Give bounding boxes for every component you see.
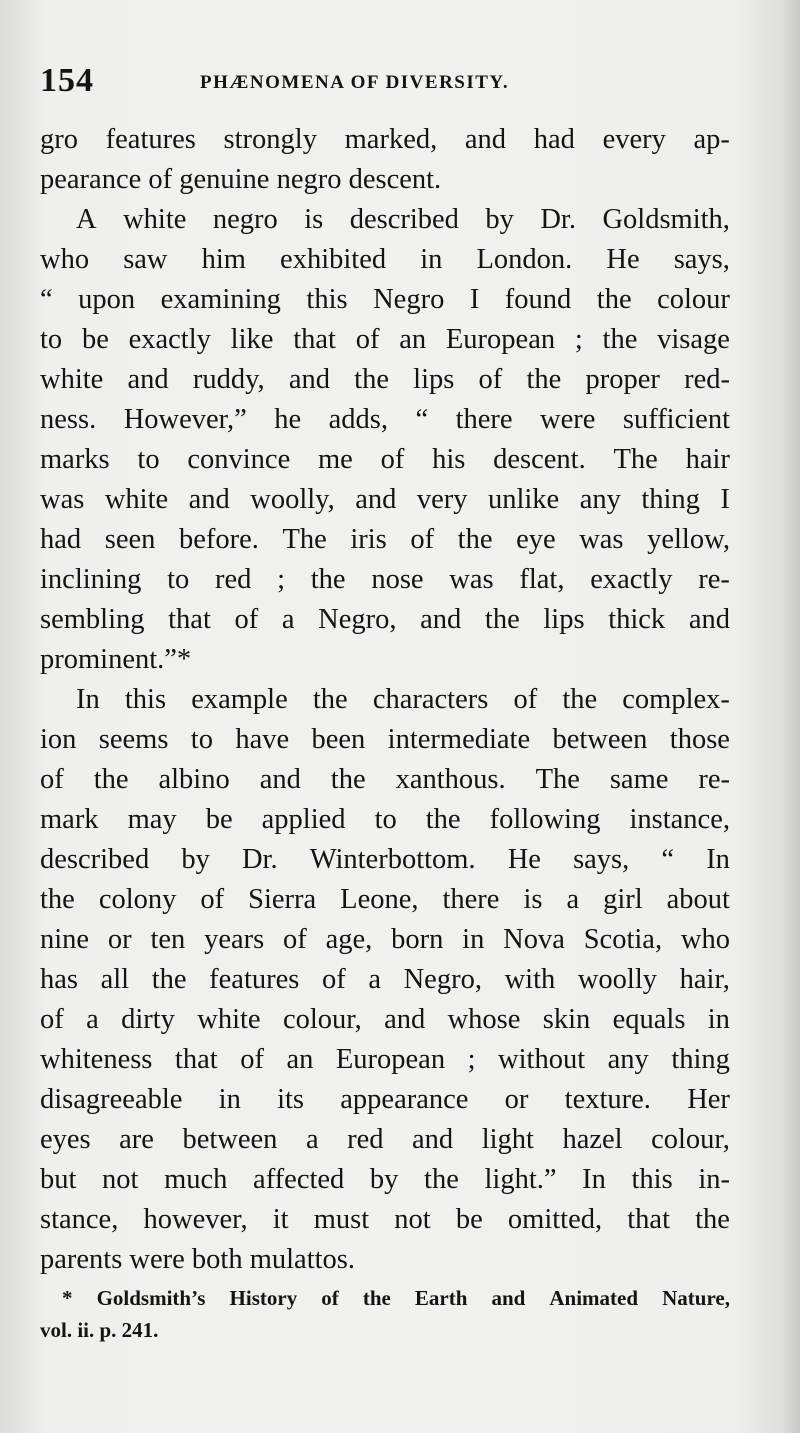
- text-line: had seen before. The iris of the eye was yellow,: [40, 524, 730, 555]
- text-line: but not much affected by the light.” In this in-: [40, 1164, 730, 1195]
- footnote: [40, 1282, 730, 1346]
- page-edge-shadow: [782, 0, 800, 1433]
- text-line: nine or ten years of age, born in Nova Scotia, who: [40, 924, 730, 955]
- text-line: ness. However,” he adds, “ there were sufficient: [40, 404, 730, 435]
- text-line: the colony of Sierra Leone, there is a girl about: [40, 884, 730, 915]
- text-line: stance, however, it must not be omitted, that the: [40, 1204, 730, 1235]
- text-line: whiteness that of an European ; without any thing: [40, 1044, 730, 1075]
- text-line: pearance of genuine negro descent.: [40, 164, 442, 195]
- text-line: prominent.”*: [40, 644, 192, 675]
- text-line: A white negro is described by Dr. Goldsmith,: [76, 204, 730, 235]
- text-line: described by Dr. Winterbottom. He says, “ In: [40, 844, 730, 875]
- text-line: mark may be applied to the following instance,: [40, 804, 730, 835]
- page-number: 154: [40, 62, 94, 99]
- footnote-line: vol. ii. p. 241.: [40, 1318, 159, 1342]
- text-line: In this example the characters of the complex-: [76, 684, 730, 715]
- body-text: [40, 120, 730, 1280]
- text-line: gro features strongly marked, and had every ap-: [40, 124, 730, 155]
- text-line: marks to convince me of his descent. The hair: [40, 444, 730, 475]
- page-header: [40, 62, 730, 102]
- text-line: disagreeable in its appearance or texture. Her: [40, 1084, 730, 1115]
- text-line: of the albino and the xanthous. The same re-: [40, 764, 730, 795]
- text-line: who saw him exhibited in London. He says,: [40, 244, 730, 275]
- text-line: ion seems to have been intermediate between those: [40, 724, 730, 755]
- text-line: parents were both mulattos.: [40, 1244, 356, 1275]
- text-line: eyes are between a red and light hazel colour,: [40, 1124, 730, 1155]
- text-line: of a dirty white colour, and whose skin equals in: [40, 1004, 730, 1035]
- text-line: inclining to red ; the nose was flat, exactly re-: [40, 564, 730, 595]
- running-head: PHÆNOMENA OF DIVERSITY.: [200, 72, 510, 93]
- text-line: to be exactly like that of an European ; the visage: [40, 324, 730, 355]
- footnote-line: * Goldsmith’s History of the Earth and Animated Nature,: [62, 1286, 730, 1310]
- text-line: has all the features of a Negro, with woolly hair,: [40, 964, 730, 995]
- text-line: was white and woolly, and very unlike any thing I: [40, 484, 730, 515]
- text-line: white and ruddy, and the lips of the proper red-: [40, 364, 730, 395]
- text-line: “ upon examining this Negro I found the colour: [40, 284, 730, 315]
- text-line: sembling that of a Negro, and the lips thick and: [40, 604, 730, 635]
